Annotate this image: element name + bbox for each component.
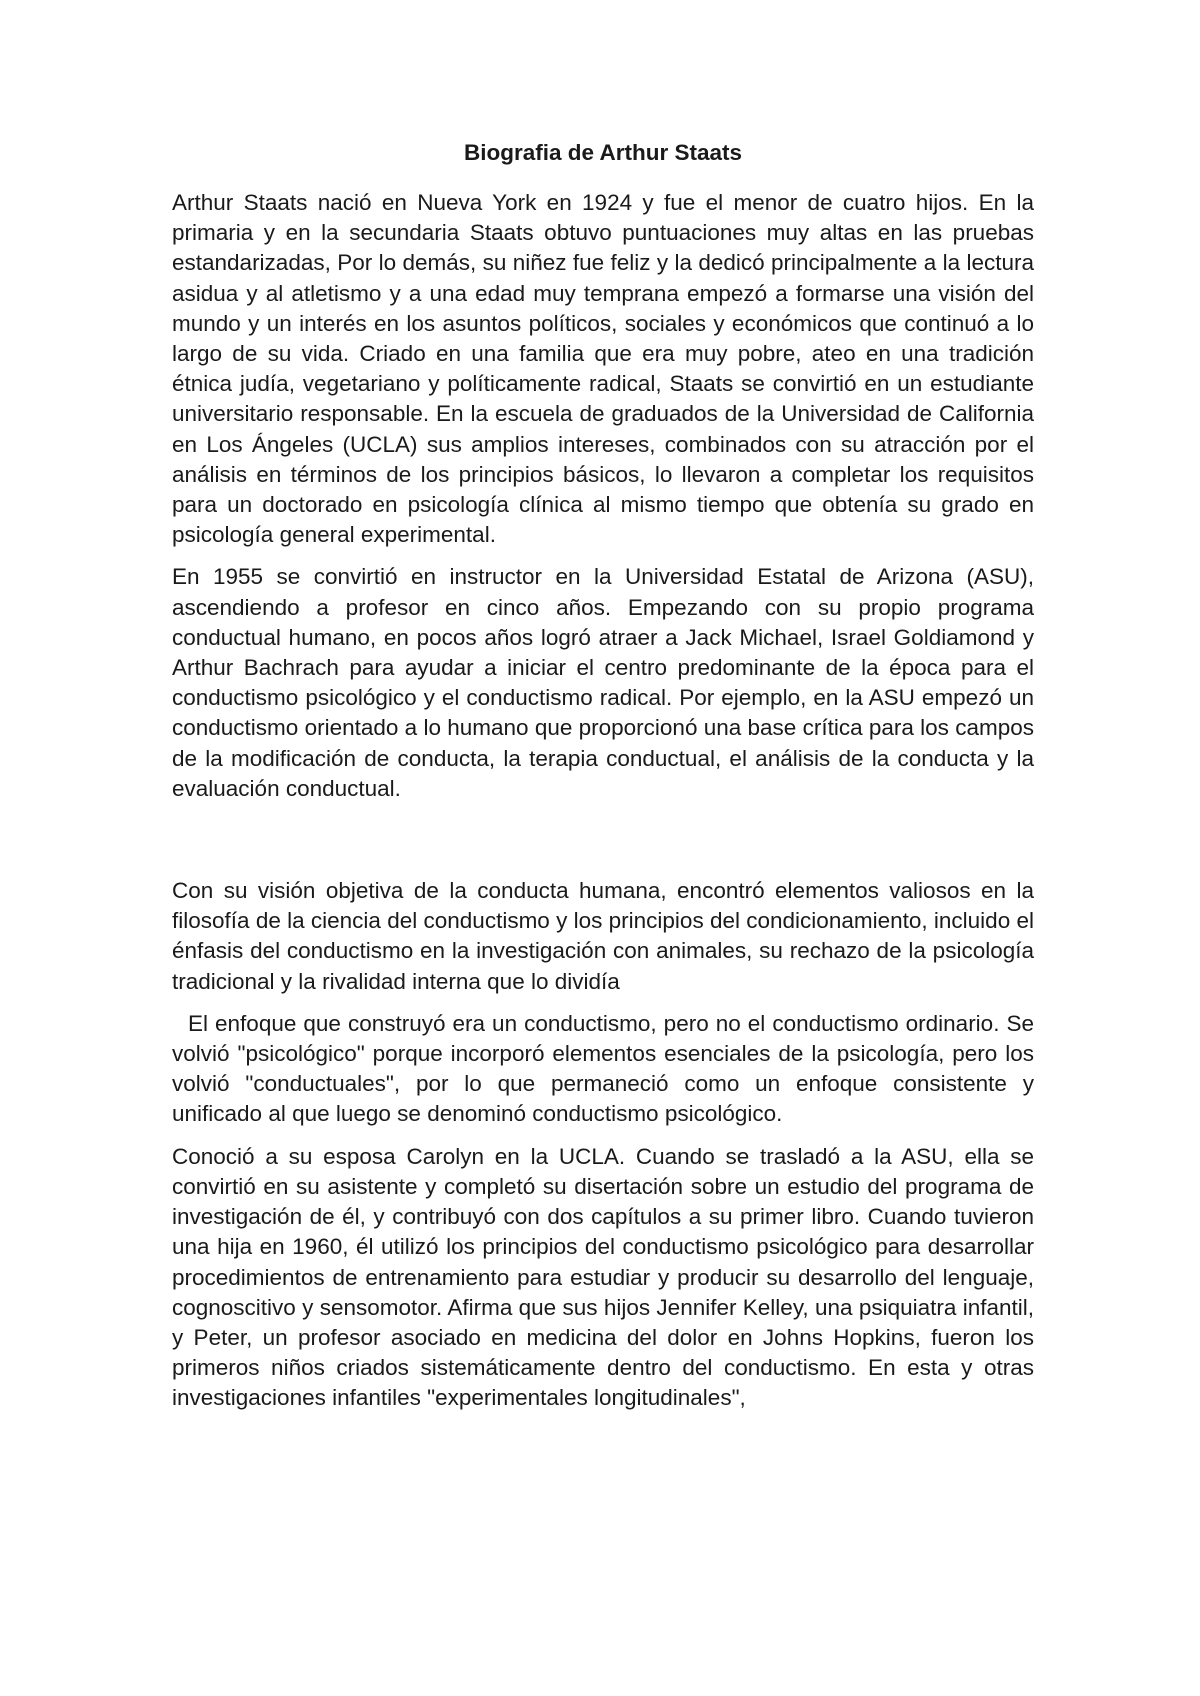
paragraph-2: En 1955 se convirtió en instructor en la Universidad Estatal de Arizona (ASU), ascendiendo a profesor en cinco años. Empezando con su propio programa conductual humano, en pocos años logró atraer a Jack Michael, Israel Goldiamond y Arthur Bachrach para ayudar a iniciar el centro predominante de la época para el conductismo psicológico y el conductismo radical. Por ejemplo, en la ASU empezó un conductismo orientado a lo humano que proporcionó una base crítica para los campos de la modificación de conducta, la terapia conductual, el análisis de la conducta y la evaluación conductual.	[172, 564, 1034, 801]
paragraph-4: El enfoque que construyó era un conductismo, pero no el conductismo ordinario. Se volvió "psicológico" porque incorporó elementos esenciales de la psicología, pero los volvió "conductuales", por lo que permaneció como un enfoque consistente y unificado al que luego se denominó conductismo psicológico.	[172, 1010, 1034, 1127]
paragraph-1: Arthur Staats nació en Nueva York en 1924 y fue el menor de cuatro hijos. En la primaria y en la secundaria Staats obtuvo puntuaciones muy altas en las pruebas estandarizadas, Por lo demás, su niñez fue feliz y la dedicó principalmente a la lectura asidua y al atletismo y a una edad muy temprana empezó a formarse una visión del mundo y un interés en los asuntos políticos, sociales y económicos que continuó a lo largo de su vida. Criado en una familia que era muy pobre, ateo en una tradición étnica judía, vegetariano y políticamente radical, Staats se convirtió en un estudiante universitario responsable. En la escuela de graduados de la Universidad de California en Los Ángeles (UCLA) sus amplios intereses, combinados con su atracción por el análisis en términos de los principios básicos, lo llevaron a completar los requisitos para un doctorado en psicología clínica al mismo tiempo que obtenía su grado en psicología general experimental.	[172, 190, 1034, 548]
document-body	[172, 138, 1034, 1426]
paragraph-3: Con su visión objetiva de la conducta humana, encontró elementos valiosos en la filosofía de la ciencia del conductismo y los principios del condicionamiento, incluido el énfasis del conductismo en la investigación con animales, su rechazo de la psicología tradicional y la rivalidad interna que lo dividía	[172, 878, 1034, 994]
paragraph-5: Conoció a su esposa Carolyn en la UCLA. Cuando se trasladó a la ASU, ella se convirtió en su asistente y completó su disertación sobre un estudio del programa de investigación de él, y contribuyó con dos capítulos a su primer libro. Cuando tuvieron una hija en 1960, él utilizó los principios del conductismo psicológico para desarrollar procedimientos de entrenamiento para estudiar y producir su desarrollo del lenguaje, cognoscitivo y sensomotor. Afirma que sus hijos Jennifer Kelley, una psiquiatra infantil, y Peter, un profesor asociado en medicina del dolor en Johns Hopkins, fueron los primeros niños criados sistemáticamente dentro del conductismo. En esta y otras investigaciones infantiles "experimentales longitudinales",	[172, 1143, 1034, 1411]
document-title: Biografia de Arthur Staats	[464, 140, 742, 165]
